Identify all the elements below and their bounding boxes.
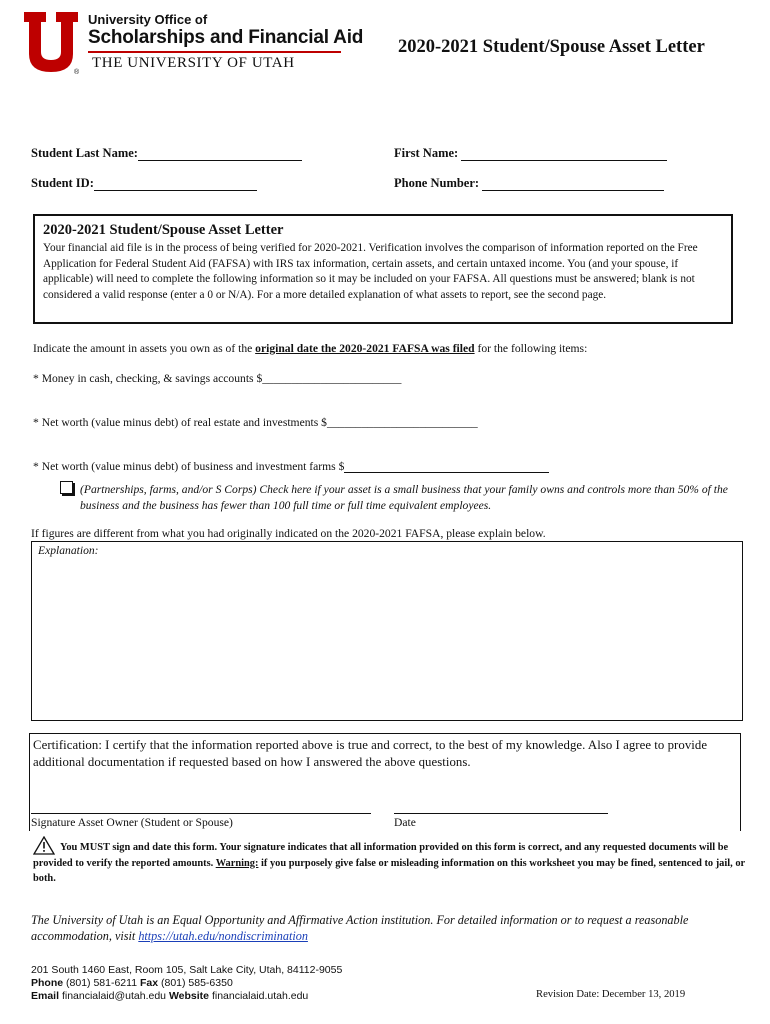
- small-business-note: (Partnerships, farms, and/or S Corps) Check here if your asset is a small business that your family owns and controls more than 50% of the business and the business has fewer than 100 full time or full time equivalent employees.: [80, 483, 728, 512]
- first-name-label: First Name:: [394, 146, 459, 160]
- phone-number-field[interactable]: [482, 178, 664, 191]
- equal-opportunity-statement: [31, 912, 743, 944]
- email-label: Email: [31, 990, 60, 1002]
- logo-main-text: Scholarships and Financial Aid: [88, 27, 364, 48]
- asset-instruction-prefix: Indicate the amount in assets you own as of the: [33, 342, 256, 355]
- asset-instruction: [33, 342, 587, 355]
- first-name-field[interactable]: [461, 148, 667, 161]
- real-estate-item[interactable]: * Net worth (value minus debt) of real estate and investments $__________________________: [33, 416, 478, 429]
- business-farms-label: * Net worth (value minus debt) of business and investment farms $: [33, 460, 345, 473]
- student-last-name-field[interactable]: [138, 148, 302, 161]
- asset-instruction-suffix: for the following items:: [474, 342, 588, 355]
- date-line[interactable]: [394, 813, 608, 814]
- revision-date: Revision Date: December 13, 2019: [536, 989, 686, 1000]
- nondiscrimination-link[interactable]: https://utah.edu/nondiscrimination: [138, 929, 308, 943]
- warning-part2: if you purposely give false or misleading information on this worksheet you may be fined, sentenced to jail, or both.: [33, 857, 745, 884]
- footer-email-website: [31, 990, 308, 1002]
- business-farms-field[interactable]: [344, 460, 549, 473]
- warning-emphasis: Warning:: [215, 857, 259, 869]
- student-id-label: Student ID:: [31, 176, 94, 190]
- explanation-prompt: If figures are different from what you had originally indicated on the 2020-2021 FAFSA, please explain below.: [31, 527, 546, 540]
- certification-text: Certification: I certify that the information reported above is true and correct, to the best of my knowledge. Also I agree to provide additional documentation if requested based on how I answered the above questions.: [33, 738, 708, 769]
- explanation-label: Explanation:: [38, 544, 99, 557]
- footer-phone-fax: [31, 977, 233, 989]
- phone-label: Phone: [31, 977, 64, 989]
- university-of-utah-logo-icon: [22, 10, 80, 76]
- phone-number-label: Phone Number:: [394, 176, 480, 190]
- student-id-field[interactable]: [94, 178, 257, 191]
- website-value: financialaid.utah.edu: [211, 990, 309, 1002]
- equal-opportunity-text: The University of Utah is an Equal Opportunity and Affirmative Action institution. For detailed information or to request a reasonable accommodation, visit: [31, 913, 689, 943]
- explanation-textarea[interactable]: [31, 541, 743, 721]
- warning-text: [33, 840, 745, 887]
- intro-box: [33, 214, 733, 324]
- date-label: Date: [394, 816, 416, 829]
- warning-part1: You MUST sign and date this form. Your signature indicates that all information provided on this form is correct, and any requested documents will be provided to verify the reported amounts.: [33, 842, 729, 869]
- first-name-row: [394, 146, 667, 161]
- signature-line[interactable]: [31, 813, 371, 814]
- footer-address: 201 South 1460 East, Room 105, Salt Lake City, Utah, 84112-9055: [31, 964, 343, 976]
- fax-label: Fax: [139, 977, 159, 989]
- svg-text:®: ®: [74, 69, 80, 76]
- email-value: financialaid@utah.edu: [61, 990, 167, 1002]
- asset-instruction-emphasis: original date the 2020-2021 FAFSA was filed: [255, 342, 475, 355]
- small-business-checkbox[interactable]: [60, 481, 73, 494]
- intro-body: Your financial aid file is in the process of being verified for 2020-2021. Verification involves the comparison of information reported on the Free Application for Federal Student Aid (FAFSA) with IRS tax information, certain assets, and certain untaxed income. You (and your spouse, if applicable) will need to complete the following information so it may be included on your FAFSA. All questions must be answered; blank is not considered a valid response (enter a 0 or N/A). For a more detailed explanation of what assets to report, see the second page.: [43, 242, 698, 301]
- logo-divider: [88, 51, 341, 53]
- business-farms-item[interactable]: [33, 460, 549, 473]
- logo-university-text: THE UNIVERSITY OF UTAH: [92, 55, 295, 71]
- fax-value: (801) 585-6350: [160, 977, 233, 989]
- document-title: 2020-2021 Student/Spouse Asset Letter: [398, 37, 705, 57]
- phone-number-row: [394, 176, 664, 191]
- website-label: Website: [168, 990, 210, 1002]
- student-id-row: [31, 176, 257, 191]
- student-last-name-label: Student Last Name:: [31, 146, 138, 160]
- student-last-name-row: [31, 146, 302, 161]
- intro-heading: 2020-2021 Student/Spouse Asset Letter: [43, 222, 284, 238]
- cash-savings-item[interactable]: * Money in cash, checking, & savings accounts $________________________: [33, 372, 402, 385]
- phone-value: (801) 581-6211: [66, 977, 138, 989]
- signature-label: Signature Asset Owner (Student or Spouse): [31, 816, 233, 829]
- logo-office-text: University Office of: [88, 12, 208, 27]
